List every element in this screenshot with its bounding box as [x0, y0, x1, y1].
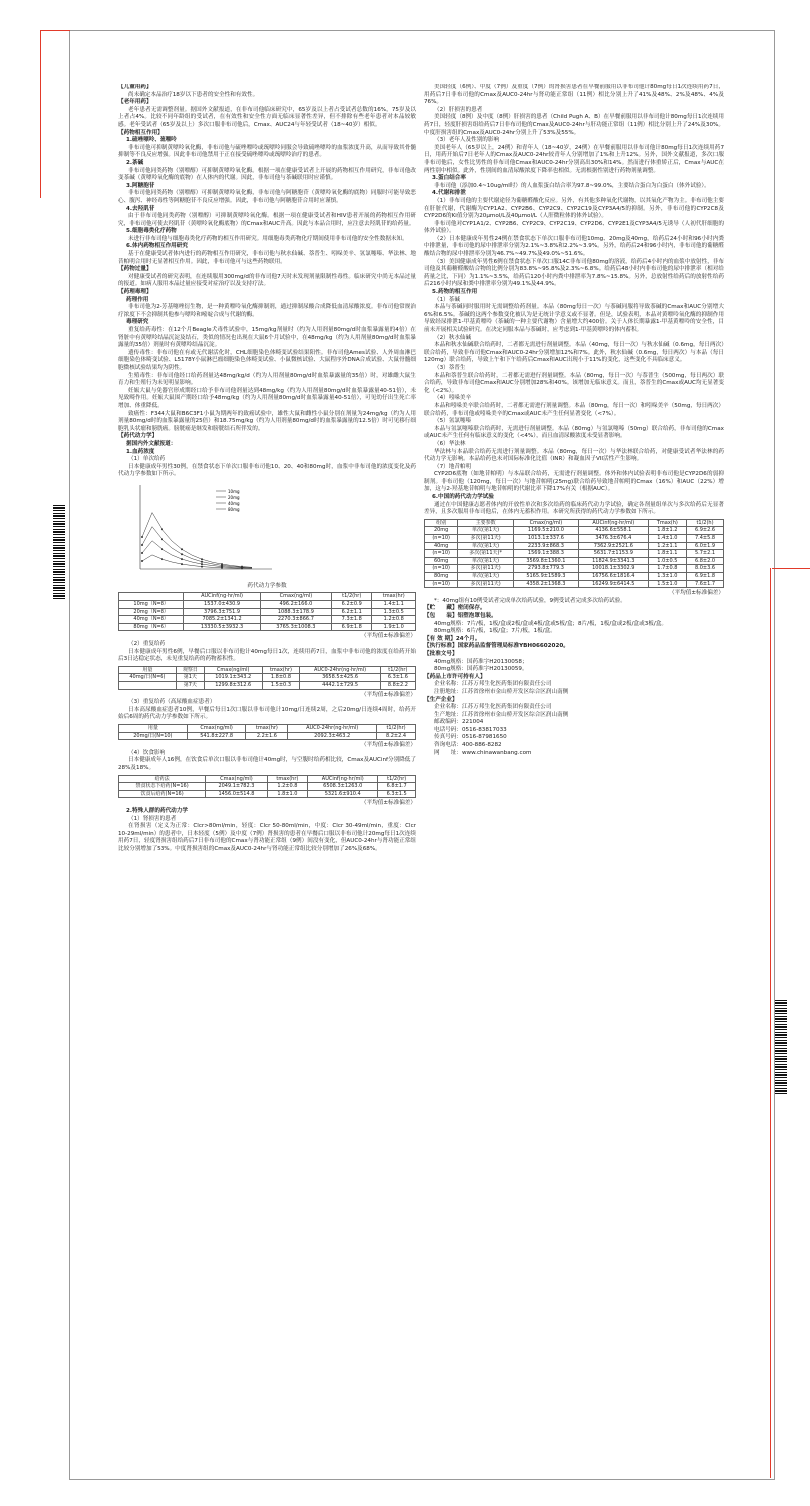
- paragraph: （1）茶碱: [434, 296, 460, 303]
- section-heading: 4.代谢和排泄: [432, 190, 466, 197]
- table-cell: 541.8±227.8: [187, 732, 246, 740]
- table-cell: (n=10): [425, 580, 458, 588]
- paragraph: 老年患者无需调整剂量。据国外文献报道，在非布司他临床研究中，65岁及以上者占受试者总数的16%，75岁及以上者占4%。比较不同年龄组的受试者，在有效性和安全性方面无临床显著性差异，但不排除有些老年患者对本品较敏感。老年受试者（65岁及以上）多次口服非布司他后，Cmax、AUC24与年轻受试者（18~40岁）相似。: [118, 106, 416, 128]
- table-cell: 60mg: [425, 557, 458, 565]
- table-cell: 40mg/日(N=6): [119, 674, 177, 682]
- paragraph: 日本健康成年男性30例，在禁食状态下单次口服非布司他10、20、40和80mg时，血浆中非布司他的浓度变化及药代动力学参数如下所示。: [118, 463, 416, 478]
- table-cell: 单次(第1天): [458, 542, 514, 550]
- table-cell: 多次(第11天)*: [458, 550, 514, 558]
- legend-label: 10mg: [228, 488, 240, 494]
- paragraph: *：40mg组有10例受试者完成单次给药试验，9例受试者完成多次给药试验。: [434, 597, 626, 604]
- data-point: [161, 558, 163, 560]
- barcode: [53, 505, 65, 600]
- table-cell: 1569.1±388.3: [513, 550, 578, 558]
- section-heading: 【老年用药】: [118, 99, 152, 106]
- table-header-cell: Cmax(ng/ml): [204, 666, 262, 674]
- table3-note: （平均值±标准偏差）: [360, 742, 416, 749]
- table-cell: 1.5±0.3: [262, 682, 300, 690]
- series-line: [142, 527, 252, 568]
- table-cell: 8.8±2.2: [380, 682, 415, 690]
- table-cell: 496.2±166.0: [260, 601, 331, 609]
- table-cell: 13330.5±3932.3: [184, 623, 260, 631]
- table-cell: 6508.3±1263.0: [308, 783, 378, 791]
- paragraph: 对健康受试者的研究表明，在连续服用300mg/d的非布司他7天时未发现剂量限制性毒性。临床研究中尚无本品过量的报道。如病人服用本品过量应接受对症治疗以及支持疗法。: [118, 273, 416, 288]
- paragraph: （3）美国健康成年男性6例在禁食状态下单次口服14C非布司他80mg的溶液，给药后4小时内的血浆中放射性，非布司他及其葡糖醛酸结合物的比例分别为83.8%~95.8%及2.3%~6.8%。给药后48小时内非布司他的尿中排泄率（相对给药量之比，下同）为1.1%~3.5%，给药后120小时内粪中排泄率为7.8%~15.8%。另外，总放射性给药后的放射性给药后216小时内尿和粪中排泄率分别为49.1%及44.9%。: [424, 258, 724, 288]
- paragraph: 本品和吲哚美辛联合给药时，二者都无需进行剂量调整。本品（80mg，每日一次）和吲哚美辛（50mg，每日两次）联合给药，非布司他或吲哚美辛的Cmax或AUC未产生任何显著变化（<7%）。: [424, 402, 724, 417]
- table-cell: 1537.0±430.9: [184, 601, 260, 609]
- paragraph: （3）萘普生: [434, 364, 466, 371]
- data-point: [141, 544, 143, 546]
- table-cell: 单次(第1天): [458, 573, 514, 581]
- section-heading: 1.硫唑嘌呤、巯嘌呤: [126, 137, 177, 144]
- table-cell: 1.2±0.8: [372, 616, 416, 624]
- paragraph: （7）地昔帕明: [434, 463, 472, 470]
- table-row: [119, 790, 416, 798]
- table-row: [425, 527, 724, 535]
- paragraph: 通过在中国健康志愿者体内的开放性单次和多次给药的临床药代动力学试验，确定各剂量组单次与多次给药后无显著差异，且多次服用非布司他后，在体内无蓄积作用。本研究所获得的药代动力学参数如下所示。: [424, 501, 724, 516]
- table-cell: (n=10): [425, 535, 458, 543]
- crop-mark: [772, 568, 810, 569]
- section-heading: 【药品上市许可持有人】: [424, 673, 486, 680]
- section-heading: 【贮 藏】密闭保存。: [424, 605, 486, 612]
- table-cell: (n=10): [425, 565, 458, 573]
- legend-label: 20mg: [228, 494, 240, 500]
- table-cell: 3796.3±751.9: [184, 608, 260, 616]
- section-heading: 【药代动力学】: [118, 433, 158, 440]
- table-cell: 8.0±3.6: [687, 565, 724, 573]
- table-header-cell: Tmax(h): [648, 519, 686, 527]
- pk-table-food-effect: [118, 775, 416, 799]
- series-line: [142, 512, 252, 567]
- paragraph: 非布司他可抑制黄嘌呤氧化酶，非布司他与硫唑嘌呤或巯嘌呤同服会导致硫唑嘌呤的血浆浓度升高，从而导致其骨髓抑制等不良反应增强。因此非布司他禁用于正在接受硫唑嘌呤或巯嘌呤治疗的患者。: [118, 144, 416, 159]
- paragraph: （5）氢氯噻嗪: [434, 418, 472, 425]
- table-cell: 1.4±1.1: [372, 601, 416, 609]
- table-header-cell: 主要参数: [458, 519, 514, 527]
- table1-note: （平均值±标准偏差）: [360, 633, 416, 640]
- data-point: [141, 560, 143, 562]
- table-row: [119, 674, 416, 682]
- paragraph: 日本高尿酸血症患者10例，早餐后每日1次口服以非布司他计10mg/日连续2周，之后20mg/日连续4周时，给药开始后6周的药代动力学参数如下所示。: [118, 706, 416, 721]
- data-point: [161, 548, 163, 550]
- paragraph: 华法林与本品联合给药无需进行剂量调整。本品（80mg，每日一次）与华法林联合给药，对健康受试者华法林的药代动力学无影响。本品给药也未对国际标准化比值（INR）和凝血因子VII活性产生影响。: [424, 448, 724, 463]
- section-heading: 【药物过量】: [118, 266, 152, 273]
- pk-table-single-dose: [118, 592, 416, 631]
- section-heading: 6.中国的药代动力学试验: [432, 494, 494, 501]
- table-cell: 1.2±0.8: [267, 783, 307, 791]
- table-cell: 6.3±1.5: [378, 790, 416, 798]
- table-cell: 5321.6±910.4: [308, 790, 378, 798]
- paragraph: 本品和秋水仙碱联合给药时，二者都无需进行剂量调整。本品（40mg，每日一次）与秋水仙碱（0.6mg，每日两次）联合给药，导致非布司他Cmax和AUC0-24hr分别增加12%和7%。此外，秋水仙碱（0.6mg，每日两次）与本品（每日120mg）联合给药，导致上午和下午给药后Cmax和AUC出现小于11%的变化，这些变化不具临床意义。: [424, 342, 724, 364]
- table-cell: 80mg（N=6）: [119, 623, 184, 631]
- section-heading: 1.血药浓度: [126, 448, 155, 455]
- table-cell: 多次(第11天): [458, 535, 514, 543]
- section-heading: 毒理研究: [126, 319, 149, 326]
- data-point: [181, 558, 183, 560]
- paragraph: （1）单次给药: [128, 456, 166, 463]
- paragraph: 非布司他同类药物（别嘌醇）可抑制黄嘌呤氧化酶，非布司他与阿糖胞苷（黄嘌呤氧化酶的底物）同服时可能导致恶心、腹泻、神经毒性等阿糖胞苷不良反应增强。因此，非布司他与阿糖胞苷合用时应谨慎。: [118, 190, 416, 204]
- paragraph: 妊娠大鼠与免器官形成期经口给予非布司他剂量达到48mg/kg（约为人用剂量80mg/d时血浆暴露量40-51倍），未见致畸作用。妊娠大鼠围产期经口给予48mg/kg（约为人用剂量80mg/d时血浆暴露量40-51倍），可见幼仔出生死亡率增加、体重降低。: [118, 387, 416, 409]
- table-cell: 5631.7±1153.9: [578, 550, 648, 558]
- table-header-cell: AUCinf(ng·hr/ml): [308, 775, 378, 783]
- paragraph: 由于非布司他同类药物（别嘌醇）可抑制黄嘌呤氧化酶。根据一项在健康受试者和HIV患者开展的药物相互作用研究，非布司他可使去羟肌苷（黄嘌呤氧化酶底物）的Cmax和AUC升高。因此与本品合用时，应注意去羟肌苷的给药量。: [118, 213, 416, 227]
- table-cell: 1456.0±514.8: [206, 790, 267, 798]
- table-header-cell: AUCinf(ng·hr/ml): [184, 593, 260, 601]
- table-cell: 3658.5±425.6: [300, 674, 380, 682]
- chart-svg: [126, 481, 276, 581]
- pk-table-china: [424, 519, 724, 588]
- paragraph: 日本健康成年人16例，在饮食后单次口服以非布司他计40mg时，与空腹时给药相比较，Cmax及AUCinf分别降低了28%及18%。: [118, 757, 416, 771]
- table-header-cell: 组别: [425, 519, 458, 527]
- paragraph: （3）重复给药（高尿酸血症患者）: [128, 699, 216, 706]
- table-row: [425, 565, 724, 573]
- table-cell: 1299.8±312.6: [204, 682, 262, 690]
- table-cell: 5.7±2.1: [687, 550, 724, 558]
- paragraph: 邮政编码：221004: [434, 719, 484, 726]
- section-heading: 4.去羟肌苷: [126, 205, 155, 212]
- table-cell: 10018.1±3302.9: [578, 565, 648, 573]
- table-cell: 1013.1±337.6: [513, 535, 578, 543]
- table-header-cell: 给药法: [119, 775, 206, 783]
- paragraph: （2）秋水仙碱: [434, 334, 472, 341]
- table-cell: 6.0±1.9: [687, 542, 724, 550]
- table-cell: 16249.9±6414.5: [578, 580, 648, 588]
- table-row: [119, 616, 416, 624]
- paragraph: 网 址：www.chinawanbang.com: [434, 749, 532, 756]
- right-column: [424, 84, 724, 1474]
- paragraph: （1）非布司他的主要代谢途径为葡糖醛酸化反应。另外，有其他多种氧化代谢物，以其氧化产物为主。非布司他主要在肝脏代谢，代谢酶为CYP1A2、CYP2B6、CYP2C9、CYP2C19及CYP3A4/5的抑制。另外，非布司他的CYP2C8及CYP2D6的Ki值分别为20μmol/L及40μmol/L（人肝微粒体的体外试验）。: [424, 197, 724, 220]
- paragraph: 美国轻度（8例）及中度（8例）肝损害的患者（Child Pugh A、B）在早餐前服用以非布司他计80mg每日1次连续用药7日，轻度肝损害组给药后7日非布司他的Cmax及AUC0-24hr与肝功能正常组（11例）相比分别上升了24%及30%。中度肝损害组的Cmax及AUC0-24hr分别上升了53%及55%。: [424, 114, 724, 136]
- table-cell: 3765.3±1008.3: [260, 623, 331, 631]
- table-cell: 多次(第11天): [458, 565, 514, 573]
- table-cell: 1.2±1.1: [648, 542, 686, 550]
- table-cell: 1.3±1.0: [648, 573, 686, 581]
- table-cell: 1169.5±210.0: [513, 527, 578, 535]
- data-point: [181, 548, 183, 550]
- table-cell: 11824.9±3341.3: [578, 557, 648, 565]
- table-cell: 3569.8±1360.1: [513, 557, 578, 565]
- table-cell: 4136.6±558.1: [578, 527, 648, 535]
- paragraph: （2）重复给药: [128, 641, 166, 648]
- table-cell: 1019.1±343.2: [204, 674, 262, 682]
- table-row: [119, 783, 416, 791]
- table-cell: 1.5±1.0: [648, 580, 686, 588]
- table-cell: (n=10): [425, 550, 458, 558]
- table-cell: 1.9±1.0: [372, 623, 416, 631]
- data-point: [141, 552, 143, 554]
- section-heading: 【生产企业】: [424, 696, 458, 703]
- table-cell: 5165.9±1589.3: [513, 573, 578, 581]
- table-cell: 1.4±1.0: [648, 535, 686, 543]
- table-cell: 20mg（N=8）: [119, 608, 184, 616]
- section-heading: 3.阿糖胞苷: [126, 182, 155, 189]
- section-heading: 【药理毒理】: [118, 289, 152, 296]
- paragraph: 生殖毒性：非布司他经口给药剂量达48mg/kg/d（约为人用剂量80mg/d时血浆暴露量的35倍）时，对雄雌大鼠生育力和生殖行为未见明显影响。: [118, 372, 416, 387]
- paragraph: 致癌性：F344大鼠和B6C3F1小鼠为期两年的致癌试验中，雄性大鼠和雌性小鼠分别在剂量为24mg/kg（约为人用剂量80mg/d时的血浆暴露量的25倍）和18.75mg/kg（约为人用剂量80mg/d时的血浆暴露量的12.5倍）时可见移行细胞乳头状瘤和膀胱癌。膀胱癌是继发和膀胱结石所伴发的。: [118, 410, 416, 432]
- table-cell: 饮食后给药(N=16): [119, 790, 206, 798]
- table-header-cell: AUC0-24hr(ng·hr/ml): [300, 666, 380, 674]
- table-header-cell: Cmax(ng/ml): [206, 775, 267, 783]
- paragraph: 尚未确定本品治疗18岁以下患者的安全性和有效性。: [128, 91, 259, 98]
- table-row: [425, 580, 724, 588]
- paragraph: 美国老年人（65岁以上，24例）和青年人（18~40岁，24例）在早餐前服用以非布司他计80mg每日1次连续用药7日，用药开始后7日老年人的Cmax及AUC0-24hr较青年人分别增加了1%和上升12%。另外，国外文献报道，多次口服非布司他后，女性比男性的非布司他Cmax和AUC0-24hr分别高出30%和14%。然而进行体重矫正后，Cmax与AUC在两性别中相似。此外，性别间的血清尿酸浓度下降率也相似。无需根据性别进行药物剂量调整。: [424, 144, 724, 174]
- paragraph: 基于在健康受试者体内进行的药物相互作用研究，非布司他与秋水仙碱、萘普生、吲哚美辛、氢氯噻嗪、华法林、地昔帕明合用时无显著相互作用。因此，非布司他可与这些药物联用。: [118, 251, 416, 265]
- barcode: [775, 1000, 787, 1095]
- table5-note: （平均值±标准偏差）: [668, 590, 724, 597]
- paragraph: 日本健康成年男性6例，早餐后口服以非布司他计40mg每日1次，连续用药7日，血浆中非布司他的浓度在给药开始后3日达稳定状态，未见重复给药的药物蓄积性。: [118, 648, 416, 663]
- paragraph: 咨询电话：400-886-8282: [434, 742, 502, 749]
- left-column: [118, 84, 416, 1454]
- table-header-cell: t1/2(hr): [332, 593, 372, 601]
- section-heading: 3.蛋白结合率: [432, 175, 466, 182]
- table-header-cell: t1/2(hr): [378, 775, 416, 783]
- crop-mark: [40, 30, 70, 31]
- section-heading: 【批准文号】: [424, 650, 458, 657]
- table-cell: 单次(第1天): [458, 557, 514, 565]
- table-cell: 2793.8±779.3: [513, 565, 578, 573]
- table-header-cell: 观察日: [176, 666, 204, 674]
- table-cell: 1.8±1.1: [648, 550, 686, 558]
- table-cell: 单次(第1天): [458, 527, 514, 535]
- table-header-cell: tmax(hr): [262, 666, 300, 674]
- table-cell: 1.8±1.0: [267, 790, 307, 798]
- table-cell: 4358.2±1368.3: [513, 580, 578, 588]
- table-row: [425, 557, 724, 565]
- data-point: [221, 563, 223, 565]
- paragraph: （3）老年人及性别的影响: [434, 137, 500, 144]
- data-point: [161, 528, 163, 530]
- crop-mark: [40, 30, 41, 198]
- table-cell: 10mg（N=8）: [119, 601, 184, 609]
- table-row: [119, 601, 416, 609]
- data-point: [201, 561, 203, 563]
- table-row: [119, 682, 416, 690]
- data-point: [181, 553, 183, 555]
- table-cell: 2270.3±866.7: [260, 616, 331, 624]
- table-cell: [119, 682, 177, 690]
- section-heading: 据国内外文献报道：: [126, 440, 177, 447]
- table-cell: 6.9±2.6: [687, 527, 724, 535]
- paragraph: （4）吲哚美辛: [434, 395, 472, 402]
- paragraph: 本品与氢氯噻嗪联合给药时，无需进行剂量调整。本品（80mg）与氢氯噻嗪（50mg）联合给药，非布司他的Cmax或AUC未产生任何有临床意义的变化（<4%），而且血清尿酸浓度未受显著影响。: [424, 425, 724, 440]
- table-header-cell: t1/2(hr): [380, 666, 415, 674]
- paragraph: 80mg规格：国药准字H20130059。: [434, 666, 528, 673]
- data-point: [181, 563, 183, 565]
- table-cell: 7362.9±2521.6: [578, 542, 648, 550]
- paragraph: 重复给药毒性：在12个月Beagle犬毒性试验中，15mg/kg剂量时（约为人用剂量80mg/d时血浆暴露量的4倍）在肾脏中有黄嘌呤结晶沉淀及结石，类似的情况也出现在大鼠6个月试验中，在48mg/kg（约为人用剂量80mg/d时血浆暴露量的35倍）剂量时有黄嘌呤结晶沉淀。: [118, 327, 416, 349]
- paragraph: （2）肝损害的患者: [434, 106, 483, 113]
- section-heading: 【包 装】铝塑泡罩包装。: [424, 612, 497, 619]
- table-header-cell: Cmax(ng/ml): [260, 593, 331, 601]
- table-cell: 16756.6±1816.4: [578, 573, 648, 581]
- paragraph: （1）肾损害的患者: [128, 815, 177, 822]
- paragraph: 本品与茶碱同时服用时无需调整给药剂量。本品（80mg每日一次）与茶碱同服将导致茶碱的Cmax和AUC分别增大6%和6.5%。茶碱的这两个参数变化被认为是无统计学意义或不显著。但是，试验表明，本品对黄嘌呤氧化酶的抑制作用导致经尿排泄1-甲基黄嘌呤（茶碱的一种主要代谢物）含量增大约400倍。关于人体长期暴露1-甲基黄嘌呤的安全性，目前未开展相关试验研究。在决定同服本品与茶碱时，应考虑到1-甲基黄嘌呤的体内蓄积。: [424, 304, 724, 333]
- section-heading: 2.特殊人群的药代动力学: [126, 807, 188, 814]
- table-cell: 20mg: [425, 527, 458, 535]
- table-cell: 8.2±2.4: [377, 732, 416, 740]
- series-line: [142, 541, 252, 568]
- paragraph: 40mg规格：国药准字H20130058；: [434, 658, 528, 665]
- paragraph: 40mg规格：7片/板，1板/盒或2板/盒或4板/盒或5板/盒；8片/板，1板/盒或2板/盒或3板/盒。: [434, 620, 667, 627]
- table-cell: 7.4±5.8: [687, 535, 724, 543]
- legend-label: 40mg: [228, 500, 240, 506]
- paragraph: 非布司他对CYP1A1/2、CYP2B6、CYP2C9、CYP2C19、CYP2D6、CYP2E1及CYP3A4/5无诱导（人初代肝细胞的体外试验）。: [424, 220, 724, 235]
- table-cell: 6.3±1.6: [380, 674, 415, 682]
- crop-mark: [770, 568, 771, 1478]
- table-cell: 7085.2±1341.2: [184, 616, 260, 624]
- section-heading: 5.细胞毒类化疗药物: [126, 228, 177, 235]
- data-point: [201, 558, 203, 560]
- table-cell: 6.8±1.7: [378, 783, 416, 791]
- table2-note: （平均值±标准偏差）: [360, 691, 416, 698]
- data-point: [201, 565, 203, 567]
- legend-label: 80mg: [228, 506, 240, 512]
- table-header-cell: tmax(hr): [372, 593, 416, 601]
- section-heading: 【药物相互作用】: [118, 129, 163, 136]
- table-cell: 多次(第11天): [458, 580, 514, 588]
- concentration-chart: [126, 481, 276, 581]
- table-cell: 1088.3±178.9: [260, 608, 331, 616]
- paragraph: （2）日本健康成年男性24例在禁食状态下单次口服非布司他10mg、20mg及40mg，给药后24小时和96小时内粪中排泄量，非布司他的尿中排泄率分别为2.1%~3.8%和2.2%~3.9%。另外，给药后24和96小时内，非布司他的葡糖醛酸结合物的尿中排泄率分别为46.7%~49.7%及49.0%~51.6%。: [424, 235, 724, 258]
- table-cell: 4442.1±729.5: [300, 682, 380, 690]
- paragraph: 在肾损害（定义为正常：Clcr>80ml/min，轻度：Clcr 50-80ml/min，中度：Clcr 30-49ml/min，重度：Clcr 10-29ml/min）的患者中，日本轻度（5例）及中度（7例）肾损害的患者在早餐后口服以非布司他计20mg每日1次连续用药7日，轻度肾损害组给药后7日非布司他的Cmax与肾功能正常组（9例）间没有变化，但AUC0-24hr与肾功能正常组比较分别增加了53%。中度肾损害组的Cmax及AUC0-24hr与肾功能正常组比较分别增加了26%及68%。: [118, 823, 416, 852]
- data-point: [141, 536, 143, 538]
- paragraph: 本品和萘普生联合给药时，二者都无需进行剂量调整。本品（80mg，每日一次）与萘普生（500mg，每日两次）联合给药，导致非布司他Cmax和AUC分别增加28%和40%。该增加无临床意义。而且，萘普生的Cmax或AUC均无显著变化（<2%）。: [424, 372, 724, 394]
- table-header-cell: tmax(hr): [267, 775, 307, 783]
- table-row: [425, 542, 724, 550]
- paragraph: （6）华法林: [434, 440, 466, 447]
- table-cell: 2233.9±868.3: [513, 542, 578, 550]
- table-cell: 2.2±1.6: [246, 732, 288, 740]
- paragraph: 注册地址：江苏省徐州市金山桥开发区综合区润山南侧: [434, 688, 569, 695]
- data-point: [201, 563, 203, 565]
- table-header-cell: [119, 593, 184, 601]
- table-header-cell: AUC0-24hr(ng·hr/ml): [288, 724, 377, 732]
- table-header-cell: Cmax(ng/ml): [513, 519, 578, 527]
- table-cell: 2092.3±463.2: [288, 732, 377, 740]
- paragraph: 电话号码：0516-83817033: [434, 726, 507, 733]
- table-row: [119, 608, 416, 616]
- table-row: [425, 535, 724, 543]
- table-row: [119, 732, 416, 740]
- paragraph: 美国轻度（6例）、中度（7例）及重度（7例）的肾损害患者在早餐前服用以非布司他计80mg每日1次连续用药7日，用药后7日非布司他的Cmax及AUC0-24hr与肾功能正常组（11例）相比分别上升了41%及48%、2%及48%、4%及76%。: [424, 84, 724, 106]
- paragraph: 未进行非布司他与细胞毒类化疗药物的相互作用研究。用细胞毒类药物化疗期间使用非布司他的安全性数据未知。: [128, 235, 408, 242]
- paragraph: 80mg规格：6片/板，1板/盒；7片/板，1板/盒。: [434, 628, 556, 635]
- section-heading: 药理作用: [126, 296, 149, 303]
- table-cell: 禁食状态下给药(N=16): [119, 783, 206, 791]
- table1-caption: 药代动力学参数: [247, 582, 287, 589]
- section-heading: 【有 效 期】24个月。: [424, 635, 481, 642]
- paragraph: （4）饮食影响: [128, 749, 166, 756]
- table-cell: 6.2±0.9: [332, 601, 372, 609]
- data-point: [161, 538, 163, 540]
- table-cell: 3476.3±676.4: [578, 535, 648, 543]
- table-cell: 1.8±1.2: [648, 527, 686, 535]
- table-header-cell: AUCinf(ng·hr/ml): [578, 519, 648, 527]
- table-header-cell: 用量: [119, 666, 177, 674]
- table-cell: 2049.1±782.3: [206, 783, 267, 791]
- table-cell: 20mg/日(N=10): [119, 732, 188, 740]
- paragraph: 企业名称：江苏万邦生化医药集团有限责任公司: [434, 704, 552, 711]
- paragraph: 非布司他同类药物（别嘌醇）可抑制黄嘌呤氧化酶。根据一项在健康受试者上开展的药物相互作用研究，非布司他改变茶碱（黄嘌呤氧化酶的底物）在人体内的代谢。因此，非布司他与茶碱联用时应谨慎。: [118, 167, 416, 182]
- table-header-cell: Cmax(ng/ml): [187, 724, 246, 732]
- paragraph: CYP2D6底物（如地昔帕明）与本品联合给药，无需进行剂量调整。体外和体内试验表明非布司他是CYP2D6的弱抑制剂。非布司他（120mg，每日一次）与地昔帕明(25mg)联合给药导致地昔帕明的Cmax（16%）和AUC（22%）增加，这与2-羟基地昔帕明与地昔帕明的代谢比率下降17%有关（根据AUC）。: [424, 471, 724, 493]
- table-cell: 1.7±0.8: [648, 565, 686, 573]
- table-cell: 7.6±1.7: [687, 580, 724, 588]
- table-cell: 6.9±1.8: [687, 573, 724, 581]
- paragraph: 非布司他（添加0.4~10ug/ml时）的人血浆蛋白结合率为97.8~99.0%，主要结合蛋白为白蛋白（体外试验）。: [434, 182, 710, 189]
- table-cell: 1.3±0.5: [372, 608, 416, 616]
- table-cell: 第7天: [176, 682, 204, 690]
- table-row: [119, 623, 416, 631]
- pk-table-repeat-dose: [118, 666, 416, 690]
- table-header-cell: tmax(hr): [246, 724, 288, 732]
- section-heading: 【儿童用药】: [118, 84, 152, 90]
- table-cell: 第1天: [176, 674, 204, 682]
- table-row: [425, 573, 724, 581]
- table-cell: 6.2±1.1: [332, 608, 372, 616]
- table-header-cell: t1/2(hr): [377, 724, 416, 732]
- data-point: [241, 565, 243, 567]
- table-cell: 40mg: [425, 542, 458, 550]
- table-cell: 6.9±1.8: [332, 623, 372, 631]
- table-cell: 40mg（N=8）: [119, 616, 184, 624]
- section-heading: 6.体内药物相互作用研究: [126, 243, 188, 250]
- paragraph: 非布司他为2-芳基噻唑衍生物，是一种黄嘌呤氧化酶抑制剂，通过抑制尿酸合成降低血清尿酸浓度。非布司他常规治疗浓度下不会抑制其他参与嘌呤和嘧啶合成与代谢的酶。: [118, 304, 416, 318]
- table-cell: 1.0±0.5: [648, 557, 686, 565]
- pk-table-patients: [118, 724, 416, 740]
- section-heading: 5.药物的相互作用: [432, 289, 478, 296]
- table-header-cell: t1/2(h): [687, 519, 724, 527]
- paragraph: 遗传毒性：非布司他在有或无代谢活化时，CHL细胞染色体畸变试验结果阳性。非布司他Ames试验、人外周血淋巴细胞染色体畸变试验、L5178Y小鼠淋巴瘤细胞染色体畸变试验、小鼠微核试验、大鼠程序外DNA合成试验、大鼠骨髓细胞微核试验结果均为阴性。: [118, 349, 416, 371]
- table-cell: 1.8±0.8: [262, 674, 300, 682]
- table-row: [425, 550, 724, 558]
- paragraph: 生产地址：江苏省徐州市金山桥开发区综合区润山南侧: [434, 711, 569, 718]
- table-cell: 6.8±2.0: [687, 557, 724, 565]
- section-heading: 【执行标准】国家药品监督管理局标准YBH06602020。: [424, 643, 569, 650]
- paragraph: 传真号码：0516-87981650: [434, 734, 507, 741]
- table4-note: （平均值±标准偏差）: [360, 800, 416, 807]
- paragraph: 企业名称：江苏万邦生化医药集团有限责任公司: [434, 681, 552, 688]
- table-cell: 7.3±1.8: [332, 616, 372, 624]
- section-heading: 2.茶碱: [126, 159, 144, 166]
- table-cell: 80mg: [425, 573, 458, 581]
- table-header-cell: 用量: [119, 724, 188, 732]
